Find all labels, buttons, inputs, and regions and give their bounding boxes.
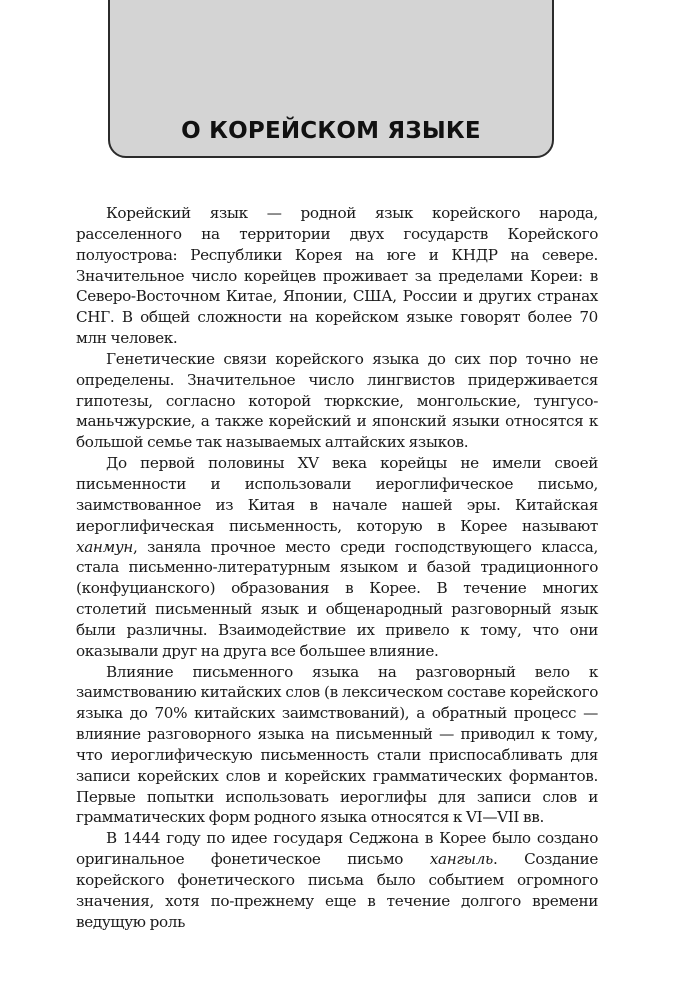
- paragraph-1-text: Корейский язык — родной язык корейского народа, расселенного на территории двух государств Корейского полуострова: Республики Корея на юге и КНДР на севере. Значительное число корейцев проживает за пределами Кореи: в Северо-Восточном Китае, Японии, США, России и других странах СНГ. В общей сложности на корейском языке говорят более 70 млн человек.: [76, 204, 598, 348]
- paragraph-4: [76, 662, 598, 829]
- term-hanmun: ханмун: [76, 537, 133, 556]
- chapter-title: О КОРЕЙСКОМ ЯЗЫКЕ: [181, 118, 481, 144]
- paragraph-2-text: Генетические связи корейского языка до сих пор точно не определены. Значительное число лингвистов придерживается гипотезы, согласно которой тюркские, монгольские, тунгусо-маньчжурские, а также корейский и японский языки относятся к большой семье так называемых алтайских языков.: [76, 349, 598, 452]
- paragraph-4-text: Влияние письменного языка на разговорный вело к заимствованию китайских слов (в лексическом составе корейского языка до 70% китайских заимствований), а обратный процесс — влияние разговорного языка на письменный — приводил к тому, что иероглифическую письменность стали приспосабливать для записи корейских слов и корейских грамматических формантов. Первые попытки использовать иероглифы для записи слов и грамматических форм родного языка относятся к VI—VII вв.: [76, 662, 598, 827]
- paragraph-5-text-a: В 1444 году по идее государя Седжона в Корее было создано оригинальное фонетическое письмо: [76, 829, 598, 869]
- paragraph-5-text-b: . Создание корейского фонетического письма было событием огромного значения, хотя по-прежнему еще в течение долгого времени ведущую роль: [76, 850, 599, 931]
- paragraph-2: [76, 349, 598, 453]
- term-hangul: хангыль: [429, 850, 493, 869]
- chapter-heading-box: [108, 0, 554, 158]
- paragraph-5: [76, 828, 598, 932]
- paragraph-3: [76, 453, 598, 661]
- paragraph-1: [76, 203, 598, 349]
- paragraph-3-text-b: , заняла прочное место среди господствующего класса, стала письменно-литературным языком и базой традиционного (конфуцианского) образования в Корее. В течение многих столетий письменный язык и общенародный разговорный язык были различны. Взаимодействие их привело к тому, что они оказывали друг на друга все большее влияние.: [76, 537, 598, 660]
- body-text: [76, 203, 598, 933]
- paragraph-3-text-a: До первой половины XV века корейцы не имели своей письменности и использовали иероглифическое письмо, заимствованное из Китая в начале нашей эры. Китайская иероглифическая письменность, которую в Корее называют: [76, 454, 598, 535]
